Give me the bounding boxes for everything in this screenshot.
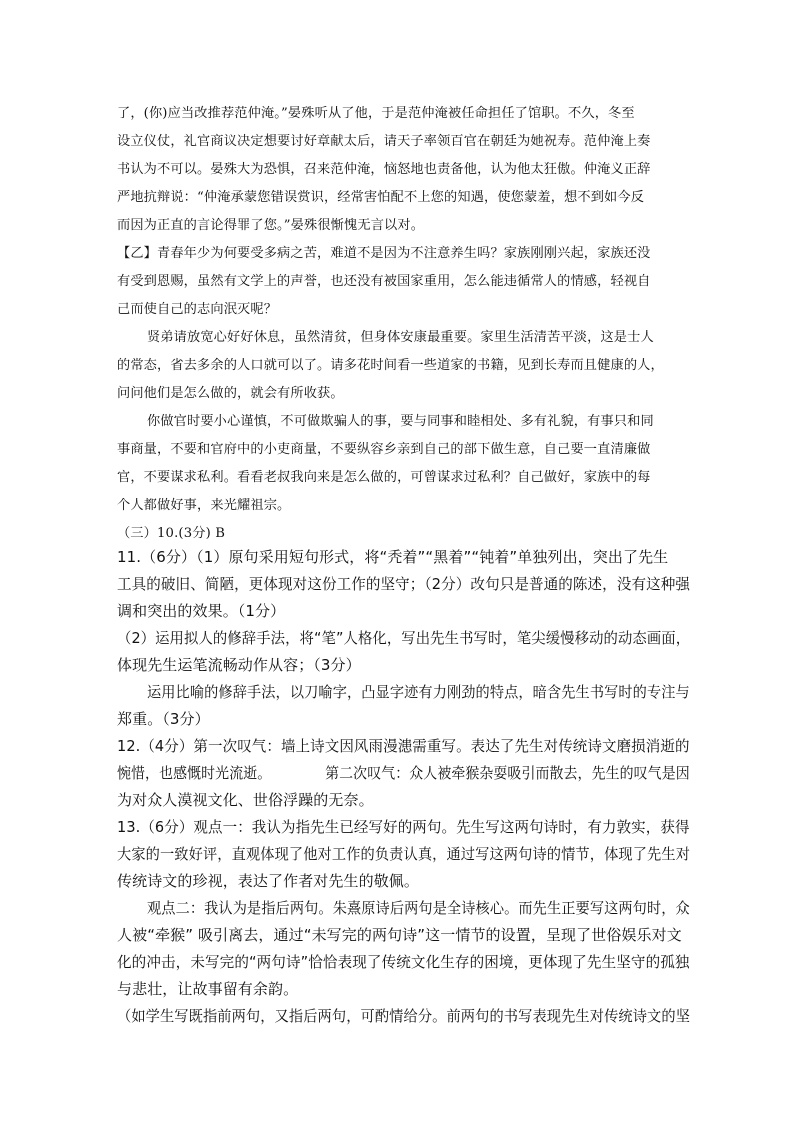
- text-line: 体现先生运笔流畅动作从容；（3分）: [117, 656, 361, 674]
- text-line: 大家的一致好评，直观体现了他对工作的负责认真，通过写这两句诗的情节，体现了先生对: [117, 845, 691, 863]
- text-line: 运用比喻的修辞手法，以刀喻字，凸显字迹有力刚劲的特点，暗含先生书写时的专注与: [147, 683, 690, 701]
- text-line: 观点二：我认为是指后两句。朱熹原诗后两句是全诗核心。而先生正要写这两句时，众: [147, 899, 690, 917]
- text-line: 了，(你)应当改推荐范仲淹。”晏殊听从了他，于是范仲淹被任命担任了馆职。不久，冬至: [117, 106, 635, 121]
- text-line: 书认为不可以。晏殊大为恐惧，召来范仲淹，恼怒地也责备他，认为他太狂傲。仲淹义正辞: [117, 162, 651, 177]
- text-line: （如学生写既指前两句，又指后两句，可酌情给分。前两句的书写表现先生对传统诗文的坚: [117, 1007, 691, 1025]
- text-line: 严地抗辩说：“仲淹承蒙您错误赏识，经常害怕配不上您的知遇，使您蒙羞，想不到如今反: [117, 190, 645, 205]
- text-line: 的常态，省去多余的人口就可以了。请多花时间看一些道家的书籍，见到长寿而且健康的人，: [117, 358, 664, 373]
- text-line: 己而使自己的志向泯灭呢？: [117, 302, 278, 317]
- text-line: 13.（6分）观点一：我认为指先生已经写好的两句。先生写这两句诗时，有力敦实，获得: [117, 818, 690, 836]
- text-line: 你做官时要小心谨慎，不可做欺骗人的事，要与同事和睦相处、多有礼貌，有事只和同: [147, 414, 654, 429]
- text-line: 贤弟请放宽心好好休息，虽然清贫，但身体安康最重要。家里生活清苦平淡，这是士人: [147, 330, 654, 345]
- text-line: 为对众人漠视文化、世俗浮躁的无奈。: [117, 791, 374, 809]
- text-line: 传统诗文的珍视，表达了作者对先生的敬佩。: [117, 872, 420, 890]
- text-line: 问问他们是怎么做的，就会有所收获。: [117, 386, 344, 401]
- text-line: 郑重。（3分）: [117, 710, 210, 728]
- text-line: 官，不要谋求私利。看看老叔我向来是怎么做的，可曾谋求过私利？自己做好，家族中的每: [117, 470, 651, 485]
- text-line: 【乙】青春年少为何要受多病之苦，难道不是因为不注意养生吗？家族刚刚兴起，家族还没: [117, 246, 651, 261]
- text-line: 设立仪仗，礼官商议决定想要讨好章献太后，请天子率领百官在朝廷为她祝寿。范仲淹上奏: [117, 134, 651, 149]
- text-line: 而因为正直的言论得罪了您。”晏殊很惭愧无言以对。: [117, 218, 425, 233]
- text-line: 调和突出的效果。（1分）: [117, 602, 286, 620]
- text-line: 个人都做好事，来光耀祖宗。: [117, 498, 291, 513]
- text-line: 事商量，不要和官府中的小吏商量，不要纵容乡亲到自己的部下做生意，自己要一直清廉做: [117, 442, 651, 457]
- text-line: 人被“牵猴” 吸引离去，通过“未写完的两句诗”这一情节的设置，呈现了世俗娱乐对文: [117, 926, 682, 944]
- text-line: （三）10.(3分) B: [117, 526, 226, 541]
- text-line: （2）运用拟人的修辞手法，将“笔”人格化，写出先生书写时，笔尖缓慢移动的动态画面，: [117, 629, 691, 647]
- text-line: 12.（4分）第一次叹气：墙上诗文因风雨漫漶需重写。表达了先生对传统诗文磨损消逝的: [117, 737, 690, 755]
- text-line: 11.（6分）（1）原句采用短句形式，将“秃着”“黑着”“钝着”单独列出，突出了先生: [117, 548, 669, 566]
- text-line: 化的冲击，未写完的“两句诗”恰恰表现了传统文化生存的困境，更体现了先生坚守的孤独: [117, 953, 690, 971]
- text-line: 工具的破旧、简陋，更体现对这份工作的坚守；（2分）改句只是普通的陈述，没有这种强: [117, 575, 691, 593]
- text-segment: 第二次叹气：众人被牵猴杂耍吸引而散去，先生的叹气是因: [325, 764, 690, 782]
- text-line: [117, 762, 690, 783]
- text-line: 与悲壮，让故事留有余韵。: [117, 980, 299, 998]
- text-segment: 惋惜，也感慨时光流逝。: [117, 764, 272, 782]
- text-line: 有受到恩赐，虽然有文学上的声誉，也还没有被国家重用，怎么能违循常人的情感，轻视自: [117, 274, 651, 289]
